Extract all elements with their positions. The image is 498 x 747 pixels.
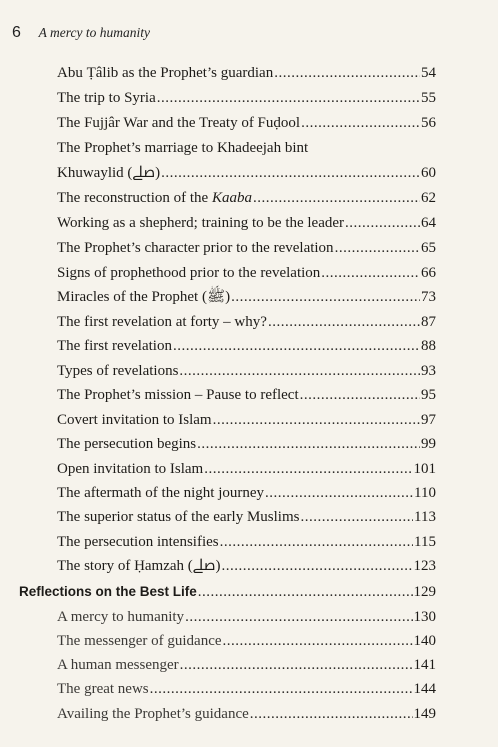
toc-entry-page: 97 bbox=[421, 412, 436, 428]
page-number: 6 bbox=[12, 24, 21, 41]
toc-entry-line2 bbox=[57, 161, 436, 186]
toc-entry-page: 113 bbox=[414, 509, 436, 525]
toc-entry-title bbox=[57, 186, 252, 211]
toc-entry-title: Signs of prophethood prior to the revelation bbox=[57, 265, 321, 281]
toc-entry-title-italic: Kaaba bbox=[211, 190, 252, 206]
toc-entry-title: The trip to Syria bbox=[57, 90, 156, 106]
dot-leader bbox=[335, 236, 420, 261]
running-head-title: A mercy to humanity bbox=[38, 25, 151, 40]
toc-entry[interactable] bbox=[57, 186, 436, 211]
toc-entry-page: 140 bbox=[413, 633, 436, 649]
toc-entry-page: 65 bbox=[421, 240, 436, 256]
toc-entry-title: Abu Ṭâlib as the Prophet’s guardian bbox=[57, 65, 274, 81]
dot-leader bbox=[150, 677, 413, 702]
toc-entry[interactable] bbox=[57, 677, 436, 702]
toc-entry-title: Miracles of the Prophet (ﷺ) bbox=[57, 289, 231, 305]
toc-entry-title: The first revelation bbox=[57, 338, 172, 354]
toc-entry-title: Open invitation to Islam bbox=[57, 461, 204, 477]
toc-entry-title: The aftermath of the night journey bbox=[57, 485, 265, 501]
toc-entry[interactable] bbox=[57, 505, 436, 530]
toc-entry-title: The messenger of guidance bbox=[57, 633, 222, 649]
toc-entry-page: 88 bbox=[421, 338, 436, 354]
dot-leader bbox=[265, 481, 413, 506]
toc-entry-page: 87 bbox=[421, 314, 436, 330]
dot-leader bbox=[161, 161, 420, 186]
dot-leader bbox=[223, 629, 413, 654]
toc-entry-page: 144 bbox=[413, 681, 436, 697]
toc-entry-page: 99 bbox=[421, 436, 436, 452]
toc-entry-page: 93 bbox=[421, 363, 436, 379]
toc-entry[interactable] bbox=[57, 383, 436, 408]
dot-leader bbox=[250, 702, 413, 727]
dot-leader bbox=[185, 605, 412, 630]
toc-entry[interactable] bbox=[57, 554, 436, 579]
toc-entry[interactable] bbox=[57, 457, 436, 482]
toc-entry-page: 73 bbox=[421, 289, 436, 305]
dot-leader bbox=[321, 261, 420, 286]
dot-leader bbox=[180, 653, 413, 678]
toc-entry[interactable] bbox=[57, 111, 436, 136]
toc-section-heading[interactable] bbox=[19, 580, 436, 605]
toc-entry[interactable] bbox=[57, 334, 436, 359]
toc-entry[interactable] bbox=[57, 86, 436, 111]
toc-entry-title: A human messenger bbox=[57, 657, 179, 673]
dot-leader bbox=[300, 383, 420, 408]
dot-leader bbox=[213, 408, 420, 433]
toc-entry-page: 130 bbox=[413, 609, 436, 625]
toc-entry-page: 95 bbox=[421, 387, 436, 403]
dot-leader bbox=[221, 554, 412, 579]
toc-entry-page: 56 bbox=[421, 115, 436, 131]
toc-entry-page: 54 bbox=[421, 65, 436, 81]
toc-entry-title: The great news bbox=[57, 681, 149, 697]
dot-leader bbox=[197, 432, 420, 457]
toc-entry[interactable] bbox=[57, 359, 436, 384]
toc-entry-title: Types of revelations bbox=[57, 363, 179, 379]
toc-entry[interactable] bbox=[57, 211, 436, 236]
toc-entry[interactable] bbox=[57, 408, 436, 433]
dot-leader bbox=[179, 359, 420, 384]
toc-entry-page: 123 bbox=[413, 558, 436, 574]
dot-leader bbox=[157, 86, 420, 111]
dot-leader bbox=[231, 285, 420, 310]
dot-leader bbox=[274, 61, 420, 86]
toc-entry-page: 101 bbox=[413, 461, 436, 477]
toc-entry[interactable] bbox=[57, 310, 436, 335]
toc-entry-title: The story of Ḥamzah (ﷰ) bbox=[57, 558, 221, 574]
dot-leader bbox=[173, 334, 420, 359]
toc-entry[interactable] bbox=[57, 653, 436, 678]
section-page: 129 bbox=[413, 584, 436, 600]
toc-entry-title: A mercy to humanity bbox=[57, 609, 185, 625]
toc-entry[interactable] bbox=[57, 261, 436, 286]
toc-entry-title: The persecution begins bbox=[57, 436, 197, 452]
section-title: Reflections on the Best Life bbox=[19, 584, 197, 599]
toc-entry-page: 149 bbox=[413, 706, 436, 722]
dot-leader bbox=[198, 580, 413, 605]
toc-entry-title-line1: The Prophet’s marriage to Khadeejah bint bbox=[57, 140, 309, 156]
dot-leader bbox=[301, 111, 420, 136]
toc-entry-page: 64 bbox=[421, 215, 436, 231]
toc-entry-title: Covert invitation to Islam bbox=[57, 412, 212, 428]
toc-entry[interactable] bbox=[57, 629, 436, 654]
dot-leader bbox=[300, 505, 413, 530]
toc-entry[interactable] bbox=[57, 236, 436, 261]
toc-entry[interactable] bbox=[57, 481, 436, 506]
dot-leader bbox=[345, 211, 420, 236]
toc-entry-page: 115 bbox=[414, 534, 436, 550]
toc-entry[interactable] bbox=[57, 285, 436, 310]
dot-leader bbox=[268, 310, 420, 335]
toc-entry-title: The Prophet’s mission – Pause to reflect bbox=[57, 387, 299, 403]
toc-entry[interactable] bbox=[57, 530, 436, 555]
toc-entry-title: The Prophet’s character prior to the revelation bbox=[57, 240, 334, 256]
toc-entry-page: 141 bbox=[413, 657, 436, 673]
toc-entry-title: Availing the Prophet’s guidance bbox=[57, 706, 249, 722]
dot-leader bbox=[204, 457, 412, 482]
toc-entry-title: The Fujjâr War and the Treaty of Fuḍool bbox=[57, 115, 301, 131]
toc-entry-title-line2: Khuwaylid (ﷰ) bbox=[57, 164, 161, 181]
toc-entry-page: 60 bbox=[421, 164, 436, 181]
toc-entry-page: 66 bbox=[421, 265, 436, 281]
toc-entry-title-text: The reconstruction of the bbox=[57, 190, 212, 206]
toc-entry-page: 110 bbox=[414, 485, 436, 501]
toc-entry-page: 55 bbox=[421, 90, 436, 106]
toc-entry-title: The superior status of the early Muslims bbox=[57, 509, 300, 525]
toc-entry-page: 62 bbox=[421, 190, 436, 206]
toc-entry[interactable] bbox=[57, 702, 436, 727]
toc-entry[interactable] bbox=[57, 605, 436, 630]
toc-entry[interactable] bbox=[57, 432, 436, 457]
toc-entry-title: The first revelation at forty – why? bbox=[57, 314, 267, 330]
running-head bbox=[12, 24, 150, 42]
toc-entry[interactable] bbox=[57, 136, 436, 185]
toc-entry-title: The persecution intensifies bbox=[57, 534, 219, 550]
dot-leader bbox=[220, 530, 413, 555]
dot-leader bbox=[253, 186, 420, 211]
toc-entry[interactable] bbox=[57, 61, 436, 86]
toc-entry-title: Working as a shepherd; training to be the leader bbox=[57, 215, 345, 231]
